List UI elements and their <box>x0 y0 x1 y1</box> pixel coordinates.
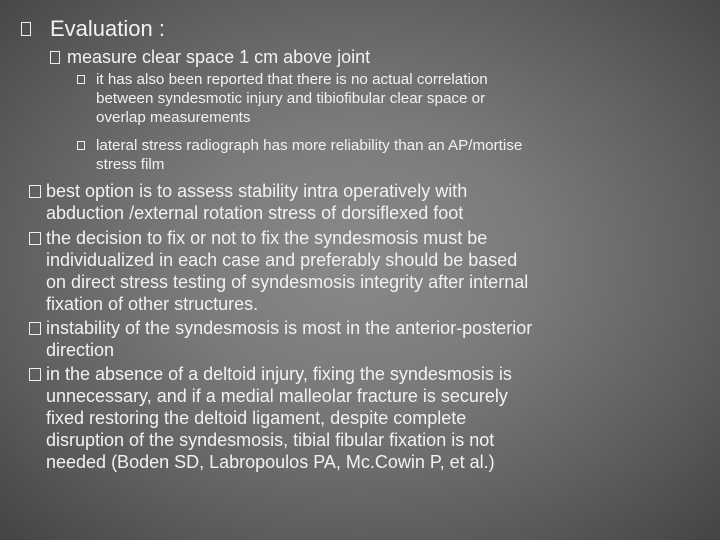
sub-note-1-text <box>96 70 488 127</box>
text-line: unnecessary, and if a medial malleolar fracture is securely <box>46 386 508 406</box>
text-line: the decision to fix or not to fix the syndesmosis must be <box>46 228 488 248</box>
point-4-text <box>46 363 512 473</box>
heading-text: Evaluation : <box>50 16 165 41</box>
text-line: between syndesmotic injury and tibiofibular clear space or <box>96 90 486 107</box>
subheading-text: measure clear space 1 cm above joint <box>67 47 371 67</box>
square-bullet-icon <box>29 232 41 245</box>
point-1-text <box>46 180 467 224</box>
square-bullet-icon <box>77 75 85 84</box>
text-line: individualized in each case and preferably should be based <box>46 250 518 270</box>
text-line: on direct stress testing of syndesmosis integrity after internal <box>46 272 529 292</box>
sub-note-2 <box>77 136 522 174</box>
text-line: abduction /external rotation stress of dorsiflexed foot <box>46 203 464 223</box>
square-bullet-icon <box>50 51 60 64</box>
text-line: direction <box>46 340 115 360</box>
sub-note-1 <box>77 70 488 127</box>
point-3 <box>29 317 532 361</box>
square-bullet-icon <box>29 185 41 198</box>
sub-note-2-text <box>96 136 522 174</box>
subheading-row <box>50 46 370 68</box>
point-2-text <box>46 227 528 315</box>
square-bullet-icon <box>77 141 85 150</box>
text-line: best option is to assess stability intra operatively with <box>46 181 468 201</box>
point-1 <box>29 180 467 224</box>
heading-row <box>21 16 165 42</box>
square-bullet-icon <box>29 322 41 335</box>
text-line: in the absence of a deltoid injury, fixing the syndesmosis is <box>46 364 512 384</box>
square-bullet-icon <box>29 368 41 381</box>
text-line: fixation of other structures. <box>46 294 259 314</box>
text-line: fixed restoring the deltoid ligament, despite complete <box>46 408 467 428</box>
point-3-text <box>46 317 532 361</box>
text-line: stress film <box>96 156 165 173</box>
text-line: instability of the syndesmosis is most in the anterior-posterior <box>46 318 533 338</box>
text-line: lateral stress radiograph has more reliability than an AP/mortise <box>96 137 523 154</box>
point-2 <box>29 227 528 315</box>
square-bullet-icon <box>21 22 31 36</box>
text-line: needed (Boden SD, Labropoulos PA, Mc.Cowin P, et al.) <box>46 452 495 472</box>
text-line: overlap measurements <box>96 109 251 126</box>
text-line: disruption of the syndesmosis, tibial fibular fixation is not <box>46 430 495 450</box>
text-line: it has also been reported that there is no actual correlation <box>96 71 488 88</box>
point-4 <box>29 363 512 473</box>
